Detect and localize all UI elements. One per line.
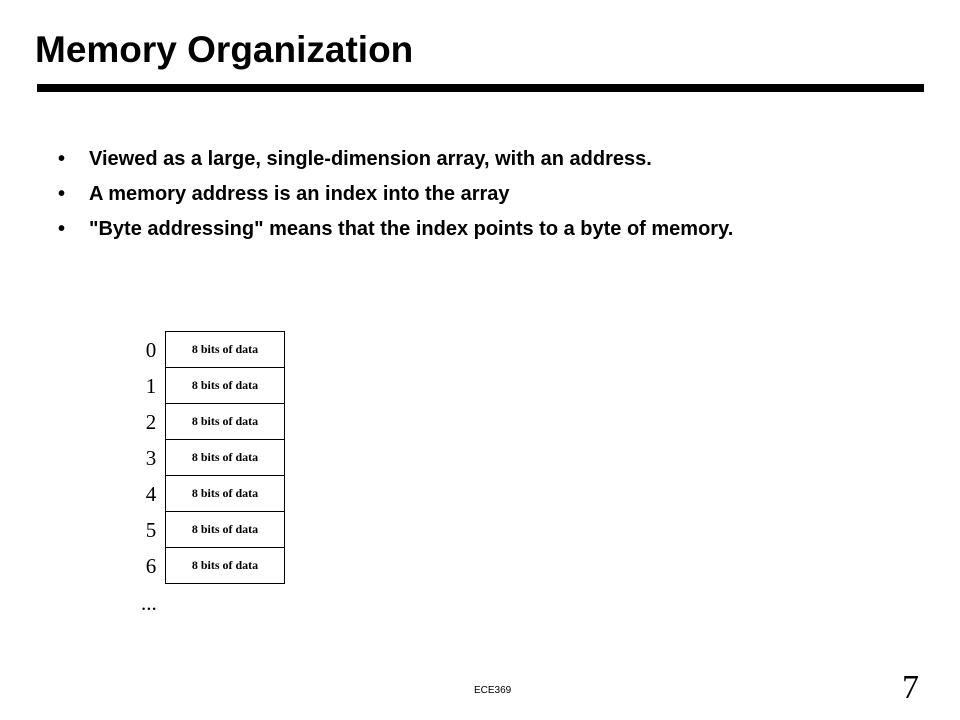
memory-address-labels [138, 332, 164, 584]
bullet-list [58, 144, 733, 249]
address-label: 5 [145, 518, 157, 542]
memory-cell: 8 bits of data [166, 440, 284, 476]
memory-cell: 8 bits of data [166, 476, 284, 512]
address-ellipsis: ... [141, 591, 157, 615]
bullet-item [58, 214, 733, 249]
title-underline [37, 84, 924, 92]
page-number: 7 [902, 669, 919, 706]
address-label: 3 [145, 446, 157, 470]
memory-cell: 8 bits of data [166, 404, 284, 440]
bullet-item [58, 179, 733, 214]
bullet-text: A memory address is an index into the array [89, 183, 510, 205]
memory-cell: 8 bits of data [166, 332, 284, 368]
bullet-marker: • [58, 183, 66, 205]
memory-cell: 8 bits of data [166, 548, 284, 584]
bullet-item [58, 144, 733, 179]
footer-course-label: ECE369 [474, 685, 512, 696]
bullet-marker: • [58, 148, 66, 170]
slide-title: Memory Organization [35, 29, 414, 70]
address-label: 6 [145, 554, 157, 578]
memory-array-diagram [165, 331, 285, 584]
address-label: 1 [145, 374, 157, 398]
address-label: 4 [145, 482, 157, 506]
bullet-text: "Byte addressing" means that the index points to a byte of memory. [89, 218, 734, 240]
memory-cell: 8 bits of data [166, 368, 284, 404]
address-label: 2 [145, 410, 157, 434]
bullet-marker: • [58, 218, 66, 240]
address-label: 0 [145, 338, 157, 362]
memory-cell: 8 bits of data [166, 512, 284, 548]
bullet-text: Viewed as a large, single-dimension array, with an address. [89, 148, 652, 170]
